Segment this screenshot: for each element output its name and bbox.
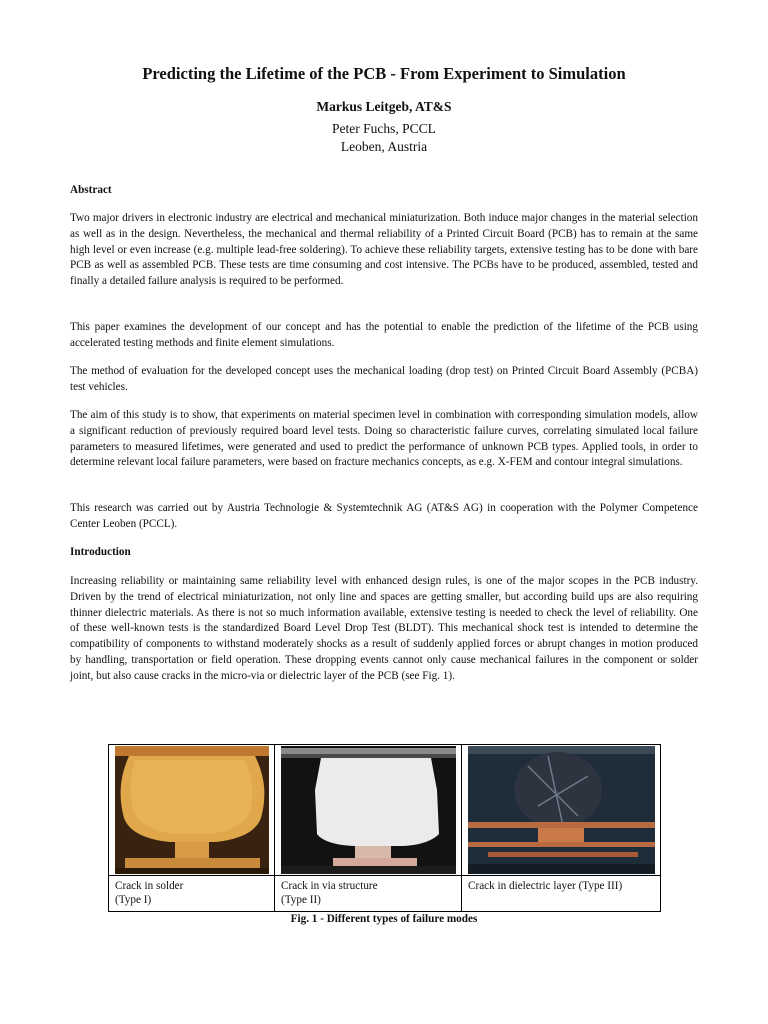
introduction-heading: Introduction (70, 546, 131, 558)
via-crack-micrograph (281, 746, 456, 874)
author-location: Leoben, Austria (340, 139, 428, 154)
abstract-paragraph: The aim of this study is to show, that experiments on material specimen level in combination with corresponding simulation models, allow a significant reduction of previously required board level tests. Doing so characteristic failure curves, correlating simulated local failure parameters to measured lifetimes, were generated and used to predict the performance of unknown PCB types. Applied tools, in order to determine relevant local failure parameters, were based on fracture mechanics concepts, as e.g. X-FEM and contour integral simulations. (70, 409, 698, 469)
solder-crack-micrograph (115, 746, 269, 874)
introduction-paragraph: Increasing reliability or maintaining same reliability level with enhanced design rules, is one of the major scopes in the PCB industry. Driven by the trend of electrical miniaturization, not only line and spaces are getting smaller, but according build ups are also requiring thinner dielectric materials. As there is not so much information available, extensive testing is needed to check the level of reliability. One of these well-known tests is the standardized Board Level Drop Test (BLDT). This mechanical shock test is intended to determine the compatibility of components to withstand moderately shocks as a result of suddenly applied forces or abrupt changes in motion produced by handling, transportation or field operation. These dropping events cannot only cause mechanical failures in the component or solder joint, but also cause cracks in the micro-via or dielectric layer of the PCB (see Fig. 1). (70, 575, 698, 682)
abstract-heading: Abstract (70, 184, 112, 196)
figure-cell-caption (275, 876, 462, 912)
abstract-paragraph: This paper examines the development of our concept and has the potential to enable the prediction of the lifetime of the PCB using accelerated testing methods and finite element simulations. (70, 321, 698, 349)
dielectric-crack-micrograph (468, 746, 655, 874)
author-secondary: Peter Fuchs, PCCL (332, 121, 436, 136)
caption-line: (Type I) (115, 894, 152, 906)
figure-image-cell (462, 745, 661, 876)
figure-cell-caption (109, 876, 275, 912)
figure-table (108, 744, 661, 912)
abstract-paragraph: Two major drivers in electronic industry are electrical and mechanical miniaturization. Both induce major changes in the material selection as well as in the design. Nevertheless, the mechanical and thermal reliability of a Printed Circuit Board (PCB) has to remain at the same high level or even increase (e.g. multiple lead-free soldering). To achieve these reliability targets, extensive testing has to be done with bare PCB as well as assembled PCB. These tests are time consuming and cost intensive. The PCBs have to be produced, assembled, tested and finally a detailed failure analysis is required to be performed. (70, 212, 698, 288)
figure-image-cell (109, 745, 275, 876)
caption-line: (Type II) (281, 894, 321, 906)
figure-cell-caption (462, 876, 661, 912)
figure-image-cell (275, 745, 462, 876)
figure-caption: Fig. 1 - Different types of failure modes (290, 913, 478, 925)
author-primary: Markus Leitgeb, AT&S (316, 99, 452, 114)
caption-line: Crack in dielectric layer (Type III) (468, 880, 623, 892)
caption-line: Crack in solder (115, 880, 184, 892)
paper-title: Predicting the Lifetime of the PCB - From Experiment to Simulation (142, 64, 626, 83)
caption-line: Crack in via structure (281, 880, 378, 892)
abstract-paragraph: This research was carried out by Austria Technologie & Systemtechnik AG (AT&S AG) in cooperation with the Polymer Competence Center Leoben (PCCL). (70, 502, 698, 530)
abstract-paragraph: The method of evaluation for the developed concept uses the mechanical loading (drop test) on Printed Circuit Board Assembly (PCBA) test vehicles. (70, 365, 698, 393)
